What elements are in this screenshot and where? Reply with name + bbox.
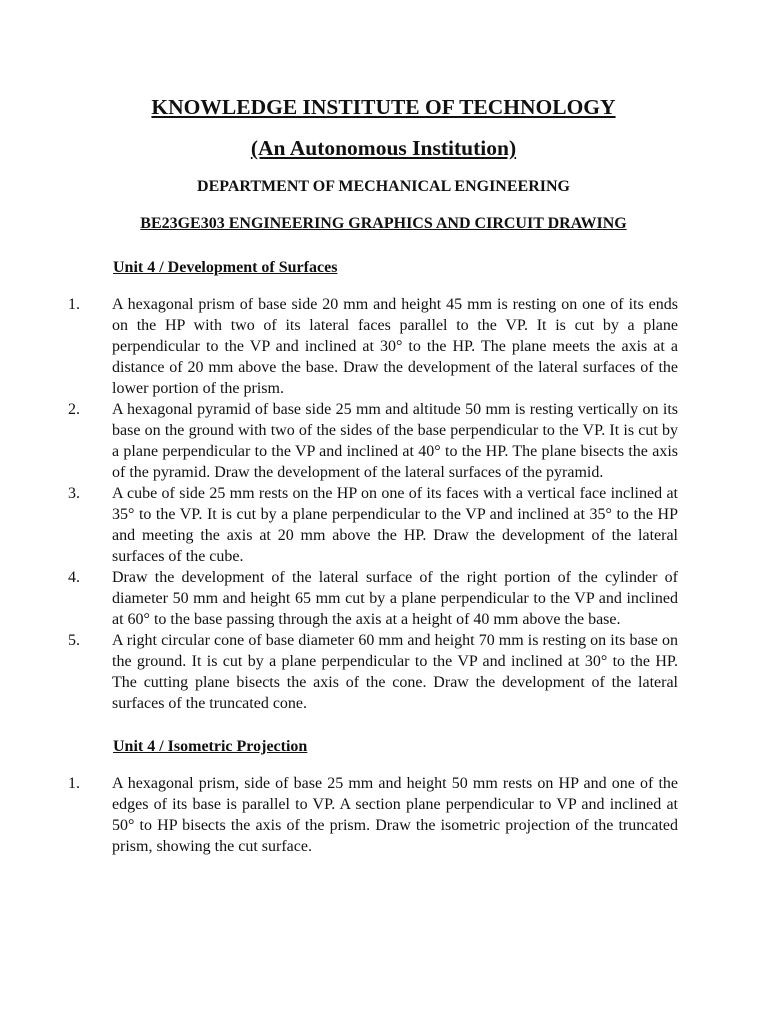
question-item <box>68 630 678 714</box>
section-development-of-surfaces <box>68 258 678 714</box>
question-list <box>68 773 678 857</box>
question-text: A cube of side 25 mm rests on the HP on one of its faces with a vertical face inclined at 35° to the VP. It is cut by a plane perpendicular to the VP and inclined at 35° to the HP and meeting the axis at 20 mm above the HP. Draw the development of the lateral surfaces of the cube. <box>112 485 678 565</box>
question-number: 3. <box>68 485 80 502</box>
institute-title: KNOWLEDGE INSTITUTE OF TECHNOLOGY <box>151 95 616 119</box>
question-item <box>68 567 678 630</box>
question-text: A hexagonal pyramid of base side 25 mm and altitude 50 mm is resting vertically on its base on the ground with two of the sides of the base perpendicular to the VP. It is cut by a plane perpendicular to the VP and inclined at 40° to the HP. The plane bisects the axis of the pyramid. Draw the development of the lateral surfaces of the pyramid. <box>112 401 678 481</box>
section-heading: Unit 4 / Isometric Projection <box>113 738 308 755</box>
course-title: BE23GE303 ENGINEERING GRAPHICS AND CIRCUIT DRAWING <box>140 215 627 232</box>
question-number: 4. <box>68 569 80 586</box>
question-item <box>68 483 678 567</box>
question-text: Draw the development of the lateral surface of the right portion of the cylinder of diameter 50 mm and height 65 mm cut by a plane perpendicular to the VP and inclined at 60° to the base passing through the axis at a height of 40 mm above the base. <box>112 569 678 628</box>
section-isometric-projection <box>68 737 678 857</box>
question-number: 1. <box>68 775 80 792</box>
question-item <box>68 294 678 399</box>
question-item <box>68 773 678 857</box>
question-number: 5. <box>68 632 80 649</box>
institution-status: (An Autonomous Institution) <box>250 136 517 160</box>
question-number: 2. <box>68 401 80 418</box>
section-heading: Unit 4 / Development of Surfaces <box>113 259 338 276</box>
question-list <box>68 294 678 714</box>
question-text: A right circular cone of base diameter 60 mm and height 70 mm is resting on its base on the ground. It is cut by a plane perpendicular to the VP and inclined at 30° to the HP. The cutting plane bisects the axis of the cone. Draw the development of the lateral surfaces of the truncated cone. <box>112 632 678 712</box>
department-name: DEPARTMENT OF MECHANICAL ENGINEERING <box>197 178 570 195</box>
question-number: 1. <box>68 296 80 313</box>
question-item <box>68 399 678 483</box>
question-text: A hexagonal prism of base side 20 mm and height 45 mm is resting on one of its ends on the HP with two of its lateral faces parallel to the VP. It is cut by a plane perpendicular to the VP and inclined at 30° to the HP. The plane meets the axis at a distance of 20 mm above the base. Draw the development of the lateral surfaces of the lower portion of the prism. <box>112 296 678 397</box>
question-text: A hexagonal prism, side of base 25 mm and height 50 mm rests on HP and one of the edges of its base is parallel to VP. A section plane perpendicular to VP and inclined at 50° to HP bisects the axis of the prism. Draw the isometric projection of the truncated prism, showing the cut surface. <box>112 775 678 855</box>
